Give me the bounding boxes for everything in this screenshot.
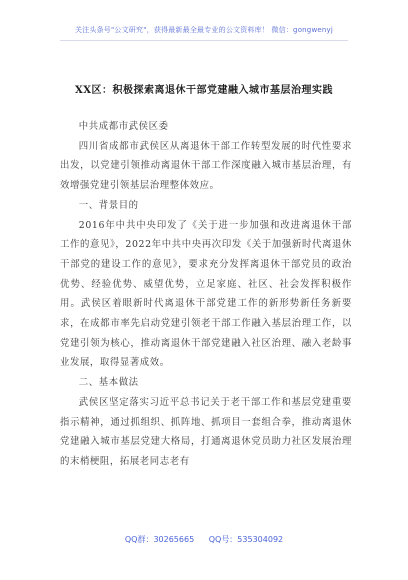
footer-contact [0,534,408,545]
document-title: XX区：积极探索离退休干部党建融入城市基层治理实践 [74,85,334,96]
footer-qq-number: QQ号：535304092 [208,535,284,544]
author-line: 中共成都市武侯区委 [78,121,169,132]
document-body [60,117,352,472]
footer-qq-group: QQ群：30265665 [124,535,195,544]
section-heading-background: 一、背景目的 [78,199,139,211]
paragraph-intro: 四川省成都市武侯区从离退休干部工作转型发展的时代性要求出发，以党建引领推动离退休干部工作深度融入城市基层治理，有效增强党建引领基层治理整体效应。 [60,140,352,192]
header-divider [60,40,348,41]
paragraph-background: 2016年中共中央印发了《关于进一步加强和改进离退休干部工作的意见》，2022年中共中央再次印发《关于加强新时代离退休干部党的建设工作的意见》，要求充分发挥离退休干部党员的政治优势、经验优势、威望优势，立足家庭、社区、社会发挥积极作用。武侯区着眼新时代离退休干部党建工作的新形势新任务新要求，在成都市率先启动党建引领老干部工作融入基层治理工作，以党建引领为核心，推动离退休干部党建融入社区治理、融入老龄事业发展，取得显著成效。 [60,219,352,369]
paragraph-practice: 武侯区坚定落实习近平总书记关于老干部工作和基层党建重要指示精神，通过抓组织、抓阵地、抓项目一套组合拳，推动离退休党建融入城市基层党建大格局，打通离退休党员助力社区发展治理的末梢梗阻，拓展老同志老有 [60,396,352,467]
section-heading-practice: 二、基本做法 [78,377,139,389]
header-promo-note: 关注头条号"公文研究"，获得最新最全最专业的公文资料库！ 微信：gongwenyj [74,26,334,34]
